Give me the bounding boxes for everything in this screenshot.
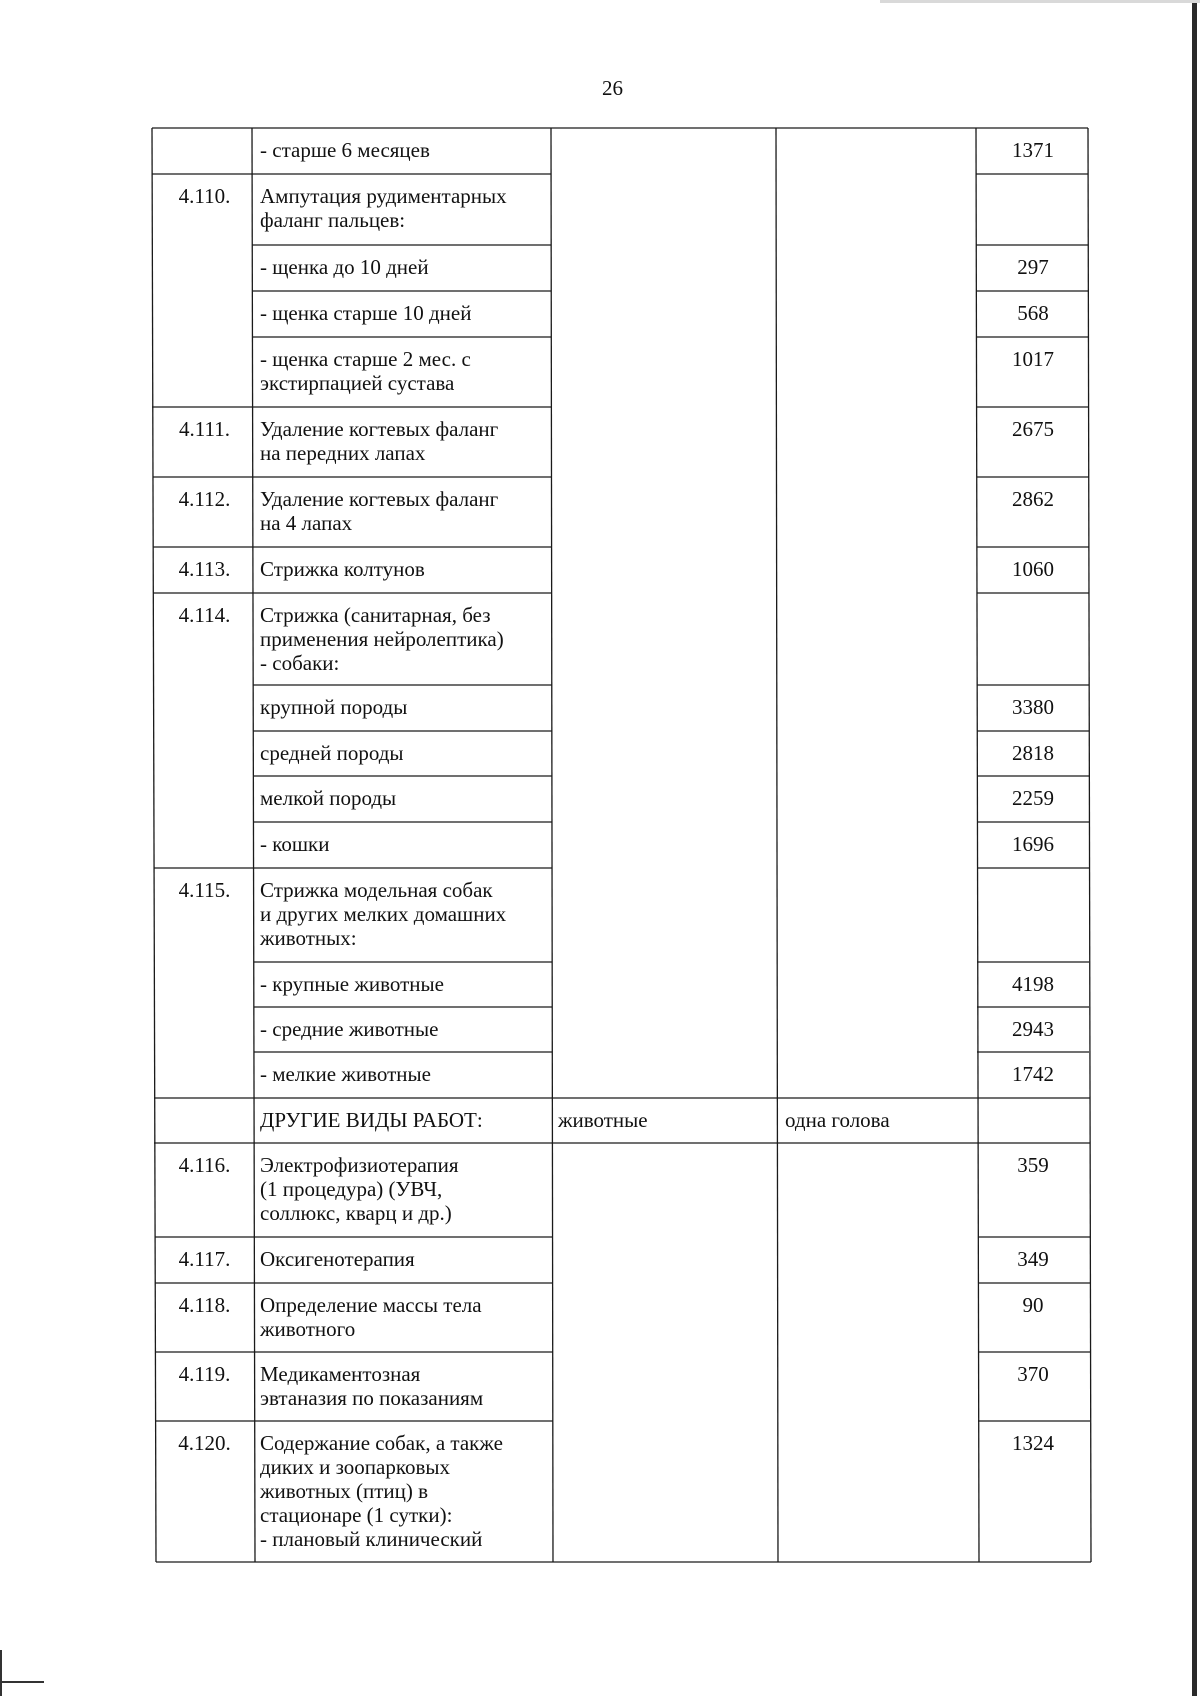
row-number: 4.118. <box>178 1293 231 1317</box>
row-number <box>154 337 255 347</box>
service-unit <box>785 337 975 347</box>
row-number: 4.113. <box>178 557 231 581</box>
service-name: - щенка старше 10 дней <box>260 301 472 325</box>
service-object <box>558 337 778 347</box>
service-name: - кошки <box>260 832 330 856</box>
service-object <box>558 776 778 786</box>
service-price: 349 <box>1017 1247 1049 1271</box>
scan-edge-top <box>880 0 1200 3</box>
row-number <box>154 1052 255 1062</box>
row-number <box>154 128 255 138</box>
service-object <box>558 731 778 741</box>
service-object: животные <box>558 1108 648 1132</box>
service-object <box>558 291 778 301</box>
service-name: Определение массы тела животного <box>260 1293 482 1341</box>
service-name: Содержание собак, а также диких и зоопарковых животных (птиц) в стационаре (1 сутки): - плановый клинический <box>260 1431 503 1551</box>
row-number <box>154 245 255 255</box>
service-unit <box>785 547 975 557</box>
service-price: 1371 <box>1012 138 1054 162</box>
service-object <box>558 1143 778 1153</box>
row-number: 4.111. <box>179 417 230 441</box>
service-price: 1324 <box>1012 1431 1054 1455</box>
service-object <box>558 1421 778 1431</box>
service-unit <box>785 1237 975 1247</box>
service-price: 1742 <box>1012 1062 1054 1086</box>
service-unit <box>785 776 975 786</box>
service-name: - мелкие животные <box>260 1062 431 1086</box>
service-price: 2818 <box>1012 741 1054 765</box>
service-price: 568 <box>1017 301 1049 325</box>
service-price: 297 <box>1017 255 1049 279</box>
row-number: 4.119. <box>178 1362 231 1386</box>
row-number: 4.116. <box>178 1153 231 1177</box>
row-number <box>154 1007 255 1017</box>
service-unit <box>785 685 975 695</box>
service-price: 2675 <box>1012 417 1054 441</box>
row-number: 4.112. <box>178 487 231 511</box>
service-name: Оксигенотерапия <box>260 1247 415 1271</box>
service-name: мелкой породы <box>260 786 397 810</box>
service-object <box>558 1283 778 1293</box>
service-unit <box>785 731 975 741</box>
service-price: 370 <box>1017 1362 1049 1386</box>
service-unit <box>785 1143 975 1153</box>
row-number <box>154 776 255 786</box>
service-name: Удаление когтевых фаланг на 4 лапах <box>260 487 499 535</box>
service-object <box>558 962 778 972</box>
service-name: - щенка старше 2 мес. с экстирпацией сустава <box>260 347 471 395</box>
service-object <box>558 685 778 695</box>
service-unit <box>785 1052 975 1062</box>
service-price: 3380 <box>1012 695 1054 719</box>
service-price <box>978 593 1088 603</box>
row-number: 4.115. <box>178 878 231 902</box>
service-object <box>558 822 778 832</box>
service-name: - крупные животные <box>260 972 444 996</box>
service-object <box>558 1007 778 1017</box>
service-object <box>558 477 778 487</box>
scan-edge-right <box>1192 0 1197 1696</box>
service-name: средней породы <box>260 741 404 765</box>
row-number <box>154 731 255 741</box>
service-object <box>558 128 778 138</box>
service-price: 1696 <box>1012 832 1054 856</box>
service-price <box>978 868 1088 878</box>
service-unit <box>785 1421 975 1431</box>
service-unit <box>785 245 975 255</box>
service-object <box>558 547 778 557</box>
row-number <box>154 685 255 695</box>
row-number <box>154 962 255 972</box>
service-price: 2862 <box>1012 487 1054 511</box>
service-unit <box>785 477 975 487</box>
service-price: 90 <box>1022 1293 1044 1317</box>
row-number <box>154 822 255 832</box>
service-price <box>978 174 1088 184</box>
row-number <box>154 291 255 301</box>
service-name: - старше 6 месяцев <box>260 138 430 162</box>
service-price: 2259 <box>1012 786 1054 810</box>
service-name: Стрижка (санитарная, без применения нейролептика) - собаки: <box>260 603 504 675</box>
service-unit <box>785 174 975 184</box>
service-unit <box>785 1352 975 1362</box>
row-number: 4.114. <box>178 603 231 627</box>
service-price: 2943 <box>1012 1017 1054 1041</box>
service-unit <box>785 822 975 832</box>
scan-mark-left <box>0 1650 2 1696</box>
service-name: - щенка до 10 дней <box>260 255 429 279</box>
service-name: Электрофизиотерапия (1 процедура) (УВЧ, соллюкс, кварц и др.) <box>260 1153 459 1225</box>
service-name: крупной породы <box>260 695 408 719</box>
page-number: 26 <box>602 76 623 100</box>
service-unit: одна голова <box>785 1108 890 1132</box>
service-name: Удаление когтевых фаланг на передних лапах <box>260 417 499 465</box>
service-unit <box>785 962 975 972</box>
service-name: Стрижка модельная собак и других мелких домашних животных: <box>260 878 507 950</box>
row-number <box>154 1098 255 1108</box>
service-unit <box>785 1283 975 1293</box>
service-unit <box>785 128 975 138</box>
service-unit <box>785 407 975 417</box>
service-object <box>558 1052 778 1062</box>
service-object <box>558 245 778 255</box>
service-object <box>558 868 778 878</box>
service-price: 359 <box>1017 1153 1049 1177</box>
service-object <box>558 407 778 417</box>
service-unit <box>785 291 975 301</box>
service-price: 1060 <box>1012 557 1054 581</box>
service-name: Ампутация рудиментарных фаланг пальцев: <box>260 184 507 232</box>
scan-mark-bottom <box>0 1681 44 1683</box>
service-price: 1017 <box>1012 347 1054 371</box>
service-object <box>558 1352 778 1362</box>
service-name: - средние животные <box>260 1017 439 1041</box>
service-price: 4198 <box>1012 972 1054 996</box>
row-number: 4.120. <box>178 1431 231 1455</box>
service-object <box>558 1237 778 1247</box>
row-number: 4.117. <box>178 1247 231 1271</box>
service-object <box>558 174 778 184</box>
service-unit <box>785 1007 975 1017</box>
service-name: Медикаментозная эвтаназия по показаниям <box>260 1362 484 1410</box>
service-object <box>558 593 778 603</box>
service-unit <box>785 593 975 603</box>
service-price <box>978 1098 1088 1108</box>
service-unit <box>785 868 975 878</box>
service-name: Стрижка колтунов <box>260 557 425 581</box>
row-number: 4.110. <box>178 184 231 208</box>
service-name: ДРУГИЕ ВИДЫ РАБОТ: <box>260 1108 483 1132</box>
